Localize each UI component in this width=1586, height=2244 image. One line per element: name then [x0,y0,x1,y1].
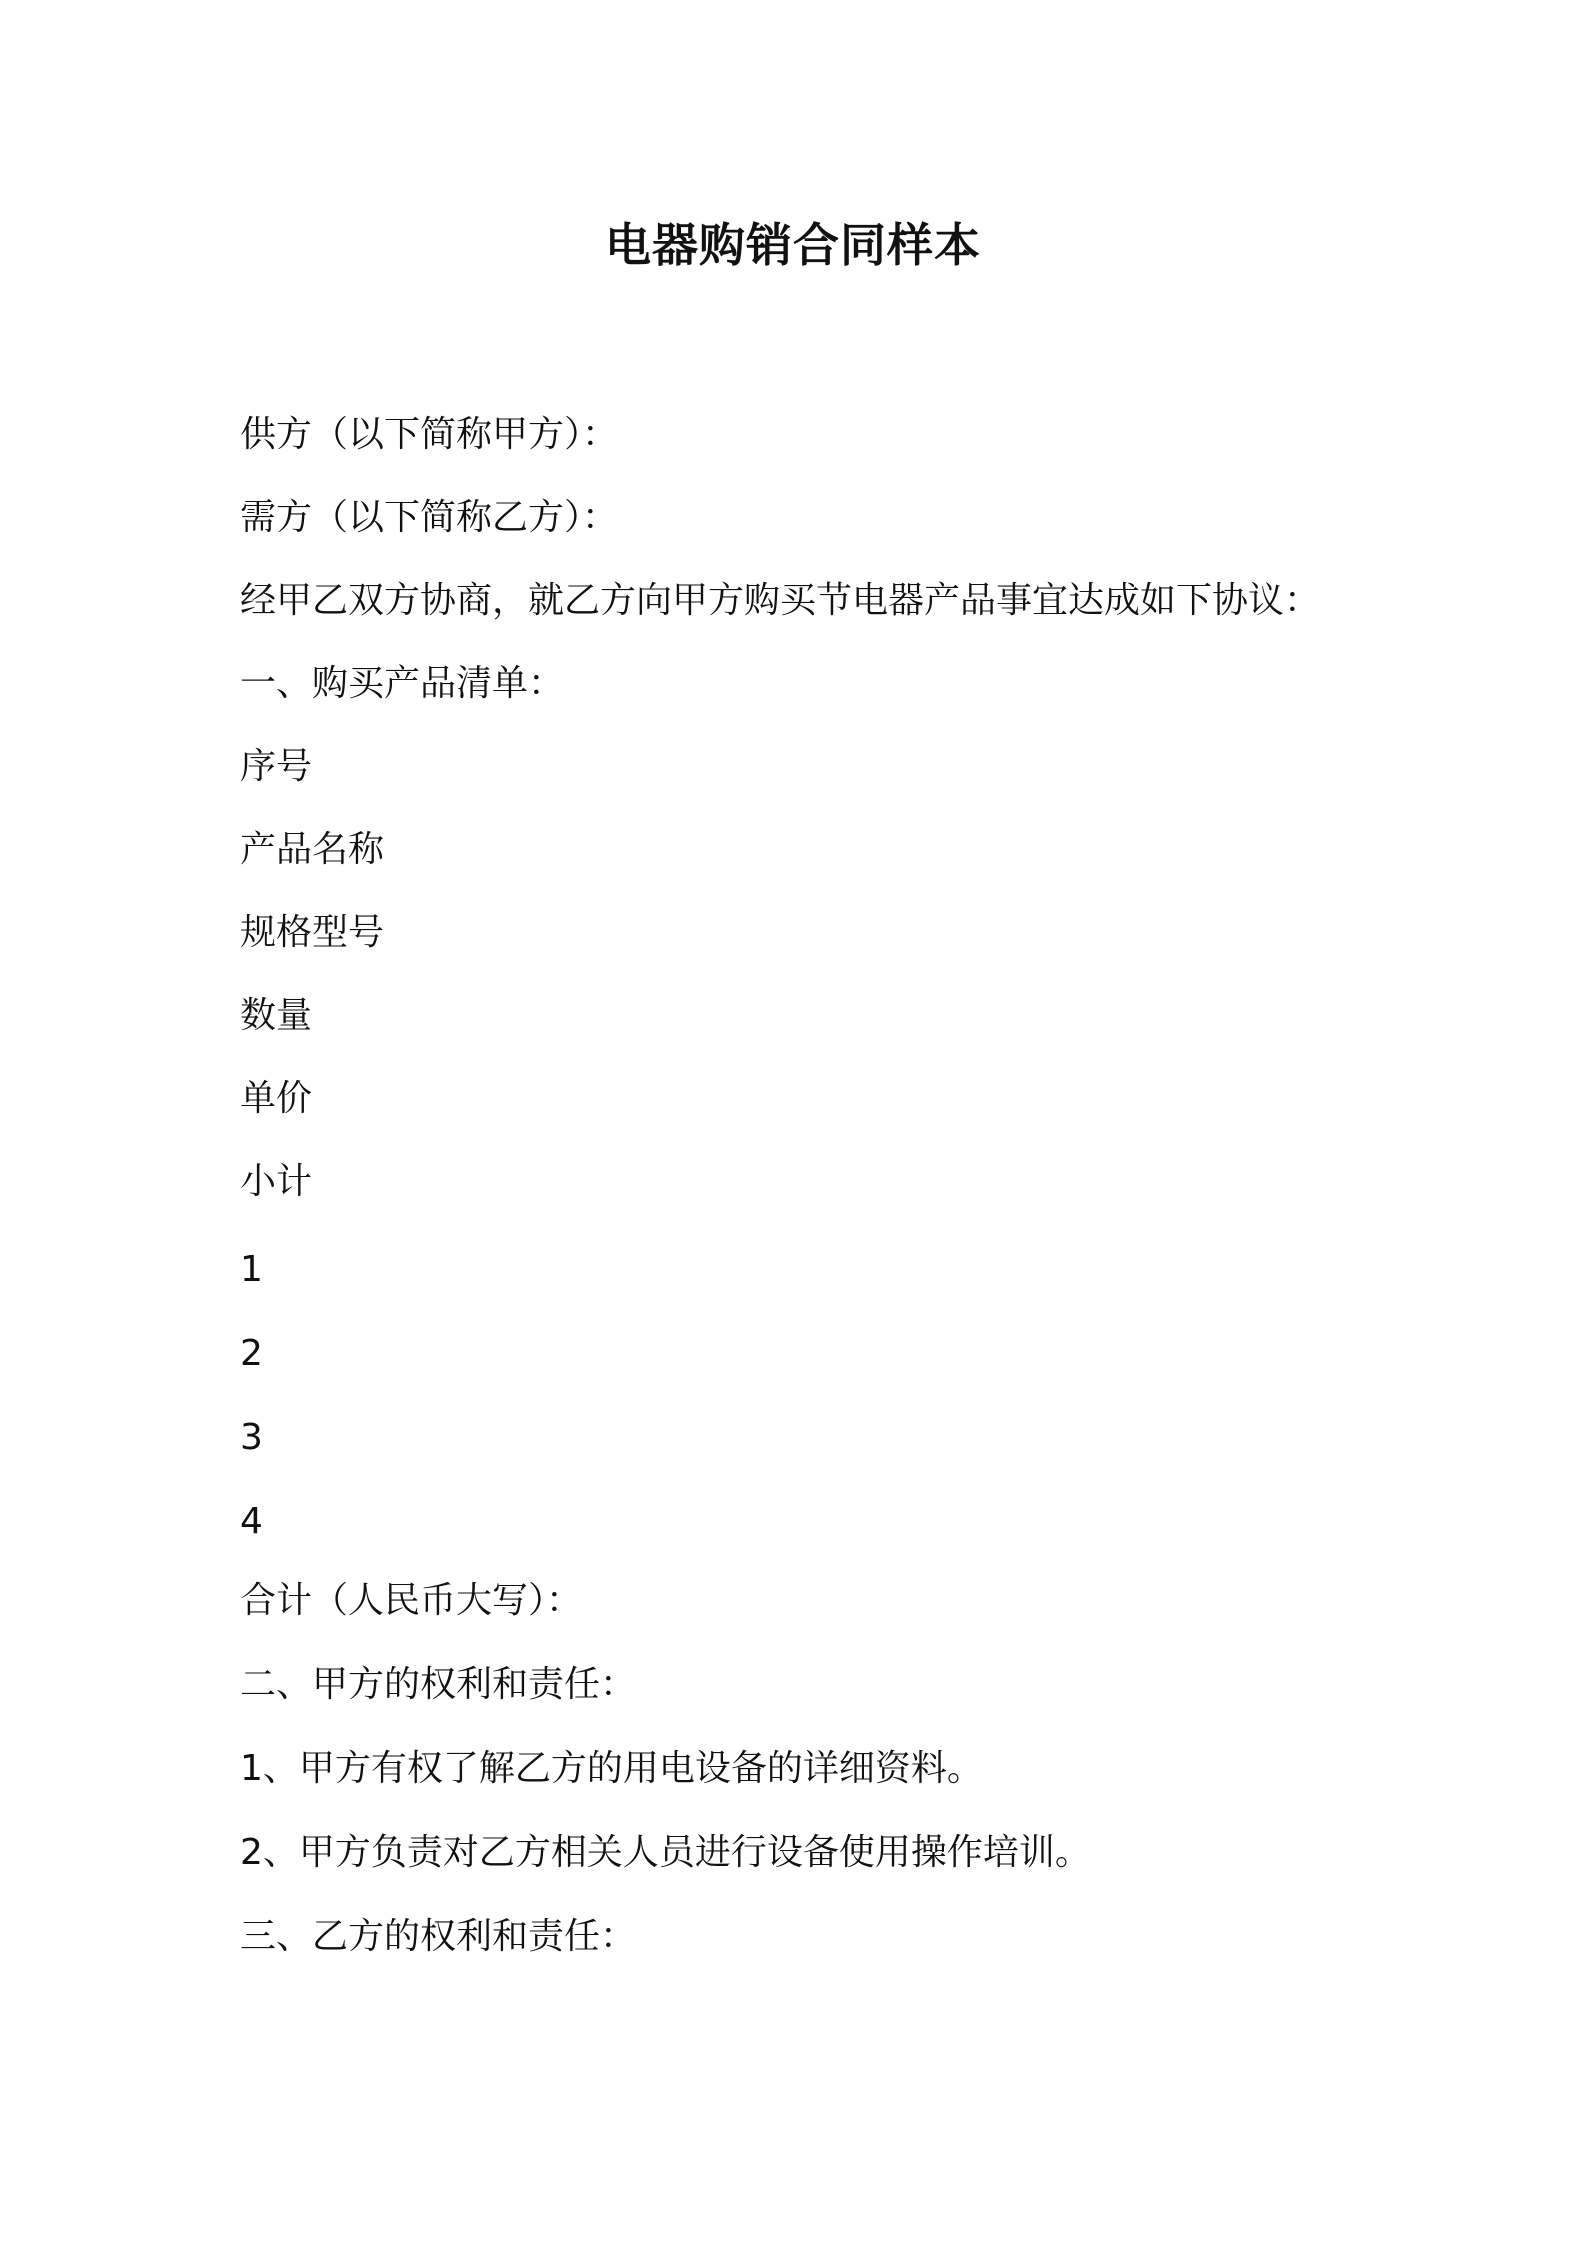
section-1-heading: 一、购买产品清单： [240,663,565,704]
total-line: 合计（人民币大写）： [240,1580,583,1621]
row-number-3: 3 [240,1417,263,1458]
column-specification: 规格型号 [240,912,385,953]
section-3-heading: 三、乙方的权利和责任： [240,1916,637,1957]
section-2-item-1: 1、甲方有权了解乙方的用电设备的详细资料。 [240,1748,983,1789]
column-unit-price: 单价 [240,1078,313,1119]
document-title: 电器购销合同样本 [605,218,981,272]
row-number-2: 2 [240,1333,263,1374]
section-2-heading: 二、甲方的权利和责任： [240,1664,637,1705]
supplier-line: 供方（以下简称甲方）： [240,414,619,455]
column-serial-number: 序号 [240,746,313,787]
agreement-intro: 经甲乙双方协商，就乙方向甲方购买节电器产品事宜达成如下协议： [240,580,1321,621]
row-number-1: 1 [240,1249,263,1290]
column-subtotal: 小计 [240,1161,313,1202]
row-number-4: 4 [240,1501,263,1542]
column-quantity: 数量 [240,995,313,1036]
buyer-line: 需方（以下简称乙方）： [240,497,619,538]
column-product-name: 产品名称 [240,829,385,870]
section-2-item-2: 2、甲方负责对乙方相关人员进行设备使用操作培训。 [240,1832,1091,1873]
